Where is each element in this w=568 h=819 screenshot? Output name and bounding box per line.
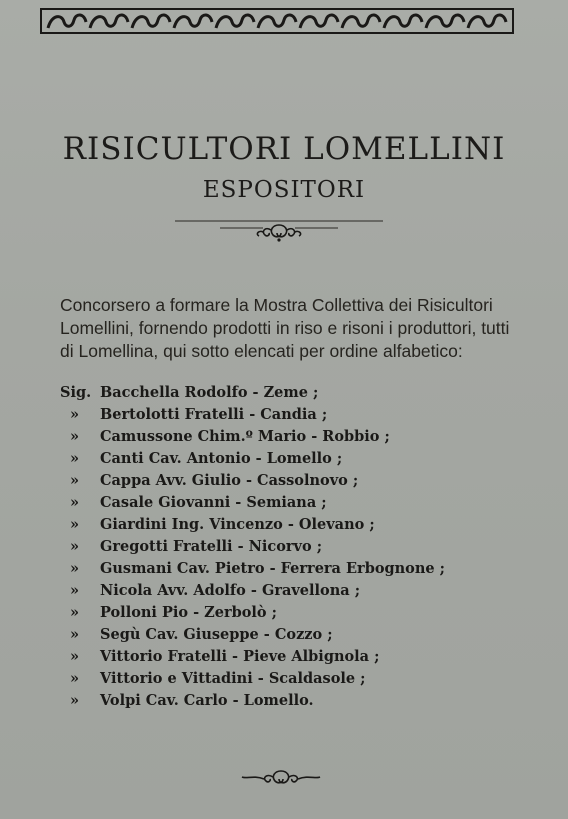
- exhibitor-name: Bacchella Rodolfo - Zeme ;: [100, 384, 319, 401]
- exhibitor-name: Vittorio Fratelli - Pieve Albignola ;: [100, 648, 380, 665]
- exhibitor-prefix: »: [70, 538, 80, 555]
- exhibitor-prefix: »: [70, 406, 80, 423]
- exhibitor-name: Segù Cav. Giuseppe - Cozzo ;: [100, 626, 333, 643]
- exhibitor-row: [60, 404, 540, 426]
- exhibitor-name: Camussone Chim.º Mario - Robbio ;: [100, 428, 390, 445]
- exhibitor-name: Gusmani Cav. Pietro - Ferrera Erbognone ;: [100, 560, 446, 577]
- exhibitor-name: Giardini Ing. Vincenzo - Olevano ;: [100, 516, 375, 533]
- exhibitor-row: [60, 668, 540, 690]
- page-subtitle: ESPOSITORI: [202, 177, 366, 203]
- exhibitor-prefix: »: [70, 670, 80, 687]
- exhibitor-list: [60, 382, 540, 712]
- exhibitor-name: Casale Giovanni - Semiana ;: [100, 494, 327, 511]
- exhibitor-name: Bertolotti Fratelli - Candia ;: [100, 406, 328, 423]
- exhibitor-prefix: »: [70, 648, 80, 665]
- exhibitor-row: [60, 382, 540, 404]
- decorative-wave-border: [40, 8, 514, 34]
- exhibitor-prefix: »: [70, 472, 80, 489]
- exhibitor-row: [60, 470, 540, 492]
- exhibitor-name: Nicola Avv. Adolfo - Gravellona ;: [100, 582, 361, 599]
- exhibitor-name: Polloni Pio - Zerbolò ;: [100, 604, 278, 621]
- bottom-ornament: [240, 765, 322, 789]
- exhibitor-row: [60, 646, 540, 668]
- exhibitor-prefix: »: [70, 560, 80, 577]
- exhibitor-row: [60, 448, 540, 470]
- exhibitor-row: [60, 558, 540, 580]
- intro-line: di Lomellina, qui sotto elencati per ordine alfabetico:: [60, 341, 463, 361]
- exhibitor-name: Gregotti Fratelli - Nicorvo ;: [100, 538, 323, 555]
- exhibitor-prefix: »: [70, 582, 80, 599]
- exhibitor-prefix: »: [70, 494, 80, 511]
- exhibitor-prefix: »: [70, 692, 80, 709]
- exhibitor-prefix: »: [70, 516, 80, 533]
- exhibitor-row: [60, 624, 540, 646]
- exhibitor-prefix: Sig.: [60, 384, 92, 401]
- exhibitor-name: Vittorio e Vittadini - Scaldasole ;: [100, 670, 366, 687]
- exhibitor-row: [60, 536, 540, 558]
- exhibitor-row: [60, 690, 540, 712]
- exhibitor-row: [60, 580, 540, 602]
- exhibitor-row: [60, 514, 540, 536]
- exhibitor-row: [60, 492, 540, 514]
- exhibitor-prefix: »: [70, 626, 80, 643]
- exhibitor-row: [60, 602, 540, 624]
- intro-paragraph: [60, 294, 530, 363]
- ornamental-divider: [175, 216, 383, 246]
- exhibitor-prefix: »: [70, 450, 80, 467]
- exhibitor-name: Cappa Avv. Giulio - Cassolnovo ;: [100, 472, 359, 489]
- exhibitor-name: Canti Cav. Antonio - Lomello ;: [100, 450, 343, 467]
- exhibitor-prefix: »: [70, 428, 80, 445]
- exhibitor-row: [60, 426, 540, 448]
- exhibitor-prefix: »: [70, 604, 80, 621]
- page-title: RISICULTORI LOMELLINI: [62, 131, 506, 167]
- intro-line: Concorsero a formare la Mostra Collettiva dei Risicultori: [60, 295, 493, 315]
- exhibitor-name: Volpi Cav. Carlo - Lomello.: [100, 692, 314, 709]
- intro-line: Lomellini, fornendo prodotti in riso e risoni i produttori, tutti: [60, 318, 510, 338]
